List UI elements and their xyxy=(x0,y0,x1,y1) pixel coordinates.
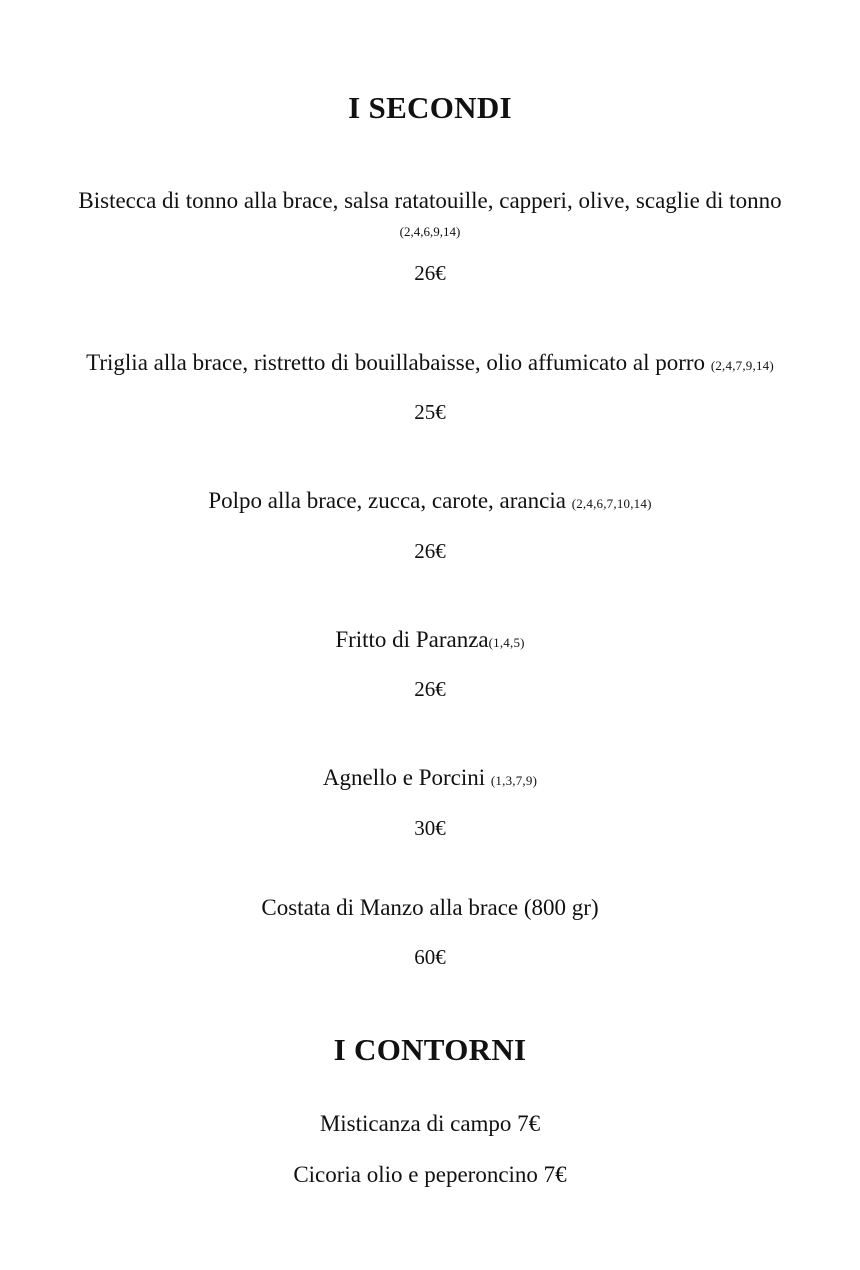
menu-item-price: 60€ xyxy=(414,945,446,969)
menu-item-name: Bistecca di tonno alla brace, salsa ratatouille, capperi, olive, scaglie di tonno xyxy=(78,188,782,213)
section-title-secondi: I SECONDI xyxy=(348,90,512,125)
menu-item-price: 26€ xyxy=(414,677,446,701)
menu-item-price: 25€ xyxy=(414,400,446,424)
contorno-item: Misticanza di campo 7€ xyxy=(319,1111,541,1136)
menu-item-price: 26€ xyxy=(414,539,446,563)
menu-item xyxy=(0,625,860,658)
menu-item-allergens: (2,4,6,9,14) xyxy=(399,224,461,239)
menu-item-name: Polpo alla brace, zucca, carote, arancia xyxy=(208,488,566,513)
contorno-item: Cicoria olio e peperoncino 7€ xyxy=(293,1162,567,1187)
menu-item-price: 30€ xyxy=(414,816,446,840)
menu-item xyxy=(0,763,860,796)
menu-item-name: Triglia alla brace, ristretto di bouillabaisse, olio affumicato al porro xyxy=(86,350,706,375)
menu-item-price: 26€ xyxy=(414,261,446,285)
menu-item xyxy=(0,348,860,381)
menu-item xyxy=(0,486,860,519)
menu-item-name: Agnello e Porcini xyxy=(322,765,491,790)
menu-item-allergens: (1,4,5) xyxy=(488,635,525,650)
menu-item-name: Fritto di Paranza xyxy=(335,627,489,652)
menu-item-allergens: (1,3,7,9) xyxy=(490,773,538,788)
section-title-contorni: I CONTORNI xyxy=(333,1032,527,1067)
menu-item-allergens: (2,4,6,7,10,14) xyxy=(571,496,652,511)
menu-item-allergens: (2,4,7,9,14) xyxy=(710,358,774,373)
menu-item-name: Costata di Manzo alla brace (800 gr) xyxy=(261,895,599,920)
